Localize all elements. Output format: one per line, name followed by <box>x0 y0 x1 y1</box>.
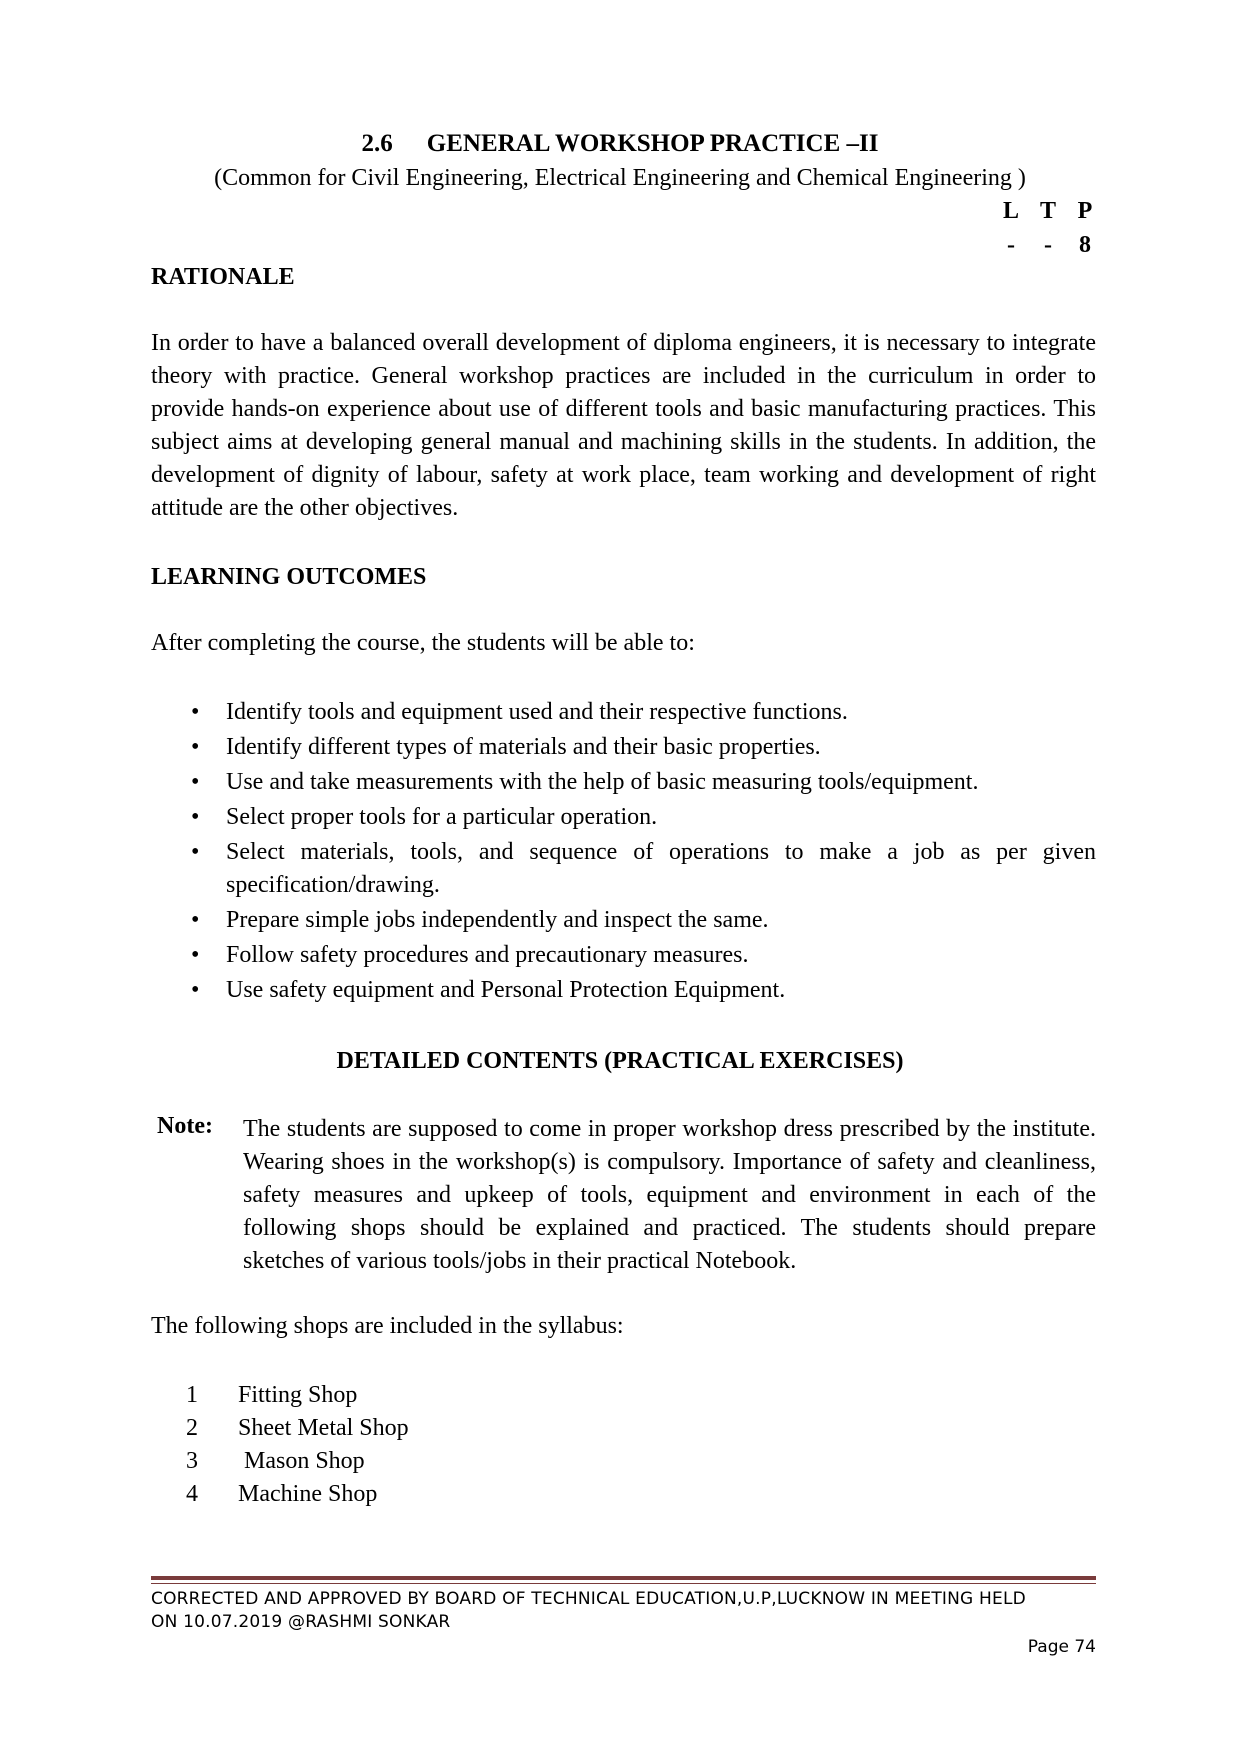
ltp-label-l: L <box>1002 198 1019 224</box>
bullet-icon: • <box>191 977 200 1003</box>
list-item <box>151 836 1096 902</box>
ltp-values <box>1000 232 1096 259</box>
ltp-value-t: - <box>1044 232 1052 258</box>
rationale-heading: RATIONALE <box>151 264 295 290</box>
list-item <box>186 1379 409 1412</box>
page-number: Page 74 <box>1027 1637 1096 1657</box>
shops-list <box>186 1379 409 1511</box>
ltp-labels <box>1000 198 1096 225</box>
shop-number: 3 <box>186 1448 198 1474</box>
list-item <box>151 731 1096 764</box>
list-item <box>151 801 1096 834</box>
list-item <box>151 696 1096 729</box>
bullet-icon: • <box>191 907 200 933</box>
bullet-icon: • <box>191 769 200 795</box>
shops-intro: The following shops are included in the syllabus: <box>151 1313 624 1339</box>
shop-number: 2 <box>186 1415 198 1441</box>
note-text: The students are supposed to come in proper workshop dress prescribed by the institute. Wearing shoes in the workshop(s) is compulsory. Importance of safety and cleanliness, safety measures and upkeep of tools, equipment and environment in each of the following shops should be explained and practiced. The students should prepare sketches of various tools/jobs in their practical Notebook. <box>243 1116 1096 1274</box>
list-item-text: Prepare simple jobs independently and inspect the same. <box>226 907 769 933</box>
ltp-label-p: P <box>1077 198 1093 224</box>
learning-outcomes-intro: After completing the course, the students will be able to: <box>151 630 695 656</box>
list-item <box>186 1445 409 1478</box>
bullet-icon: • <box>191 942 200 968</box>
bullet-icon: • <box>191 804 200 830</box>
shop-name: Sheet Metal Shop <box>238 1415 409 1441</box>
bullet-icon: • <box>191 734 200 760</box>
list-item-text: Use and take measurements with the help of basic measuring tools/equipment. <box>226 769 979 795</box>
list-item-text: Identify tools and equipment used and their respective functions. <box>226 699 848 725</box>
list-item <box>151 974 1096 1007</box>
section-title <box>0 130 1240 158</box>
list-item-text: Select materials, tools, and sequence of operations to make a job as per given specification/drawing. <box>226 839 1096 898</box>
learning-outcomes-list <box>151 696 1096 1009</box>
list-item-text: Use safety equipment and Personal Protection Equipment. <box>226 977 786 1003</box>
bullet-icon: • <box>191 699 200 725</box>
list-item <box>186 1478 409 1511</box>
list-item <box>151 939 1096 972</box>
list-item-text: Follow safety procedures and precautionary measures. <box>226 942 749 968</box>
list-item <box>151 766 1096 799</box>
footer-divider-thin <box>151 1583 1096 1584</box>
section-subtitle: (Common for Civil Engineering, Electrical Engineering and Chemical Engineering ) <box>214 165 1026 191</box>
list-item <box>186 1412 409 1445</box>
bullet-icon: • <box>191 839 200 865</box>
ltp-value-p: 8 <box>1079 232 1091 258</box>
list-item-text: Select proper tools for a particular operation. <box>226 804 658 830</box>
shop-name: Mason Shop <box>238 1448 365 1474</box>
shop-number: 1 <box>186 1382 198 1408</box>
rationale-text: In order to have a balanced overall development of diploma engineers, it is necessary to integrate theory with practice. General workshop practices are included in the curriculum in order to provide hands-on experience about use of different tools and basic manufacturing practices. This subject aims at developing general manual and machining skills in the students. In addition, the development of dignity of labour, safety at work place, team working and development of right attitude are the other objectives. <box>151 330 1096 521</box>
footer-divider <box>151 1576 1096 1580</box>
shop-name: Fitting Shop <box>238 1382 358 1408</box>
detailed-contents-heading: DETAILED CONTENTS (PRACTICAL EXERCISES) <box>336 1048 904 1074</box>
footer-line-2: ON 10.07.2019 @RASHMI SONKAR <box>151 1612 451 1632</box>
list-item-text: Identify different types of materials and their basic properties. <box>226 734 821 760</box>
ltp-label-t: T <box>1039 198 1056 224</box>
section-number: 2.6 <box>361 130 393 157</box>
footer-line-1: CORRECTED AND APPROVED BY BOARD OF TECHNICAL EDUCATION,U.P,LUCKNOW IN MEETING HELD <box>151 1589 1026 1609</box>
note-label: Note: <box>157 1113 213 1139</box>
shop-number: 4 <box>186 1481 198 1507</box>
footer-text <box>151 1588 1096 1634</box>
list-item <box>151 904 1096 937</box>
ltp-value-l: - <box>1007 232 1015 258</box>
shop-name: Machine Shop <box>238 1481 378 1507</box>
section-title-text: GENERAL WORKSHOP PRACTICE –II <box>426 130 879 157</box>
learning-outcomes-heading: LEARNING OUTCOMES <box>151 564 427 590</box>
